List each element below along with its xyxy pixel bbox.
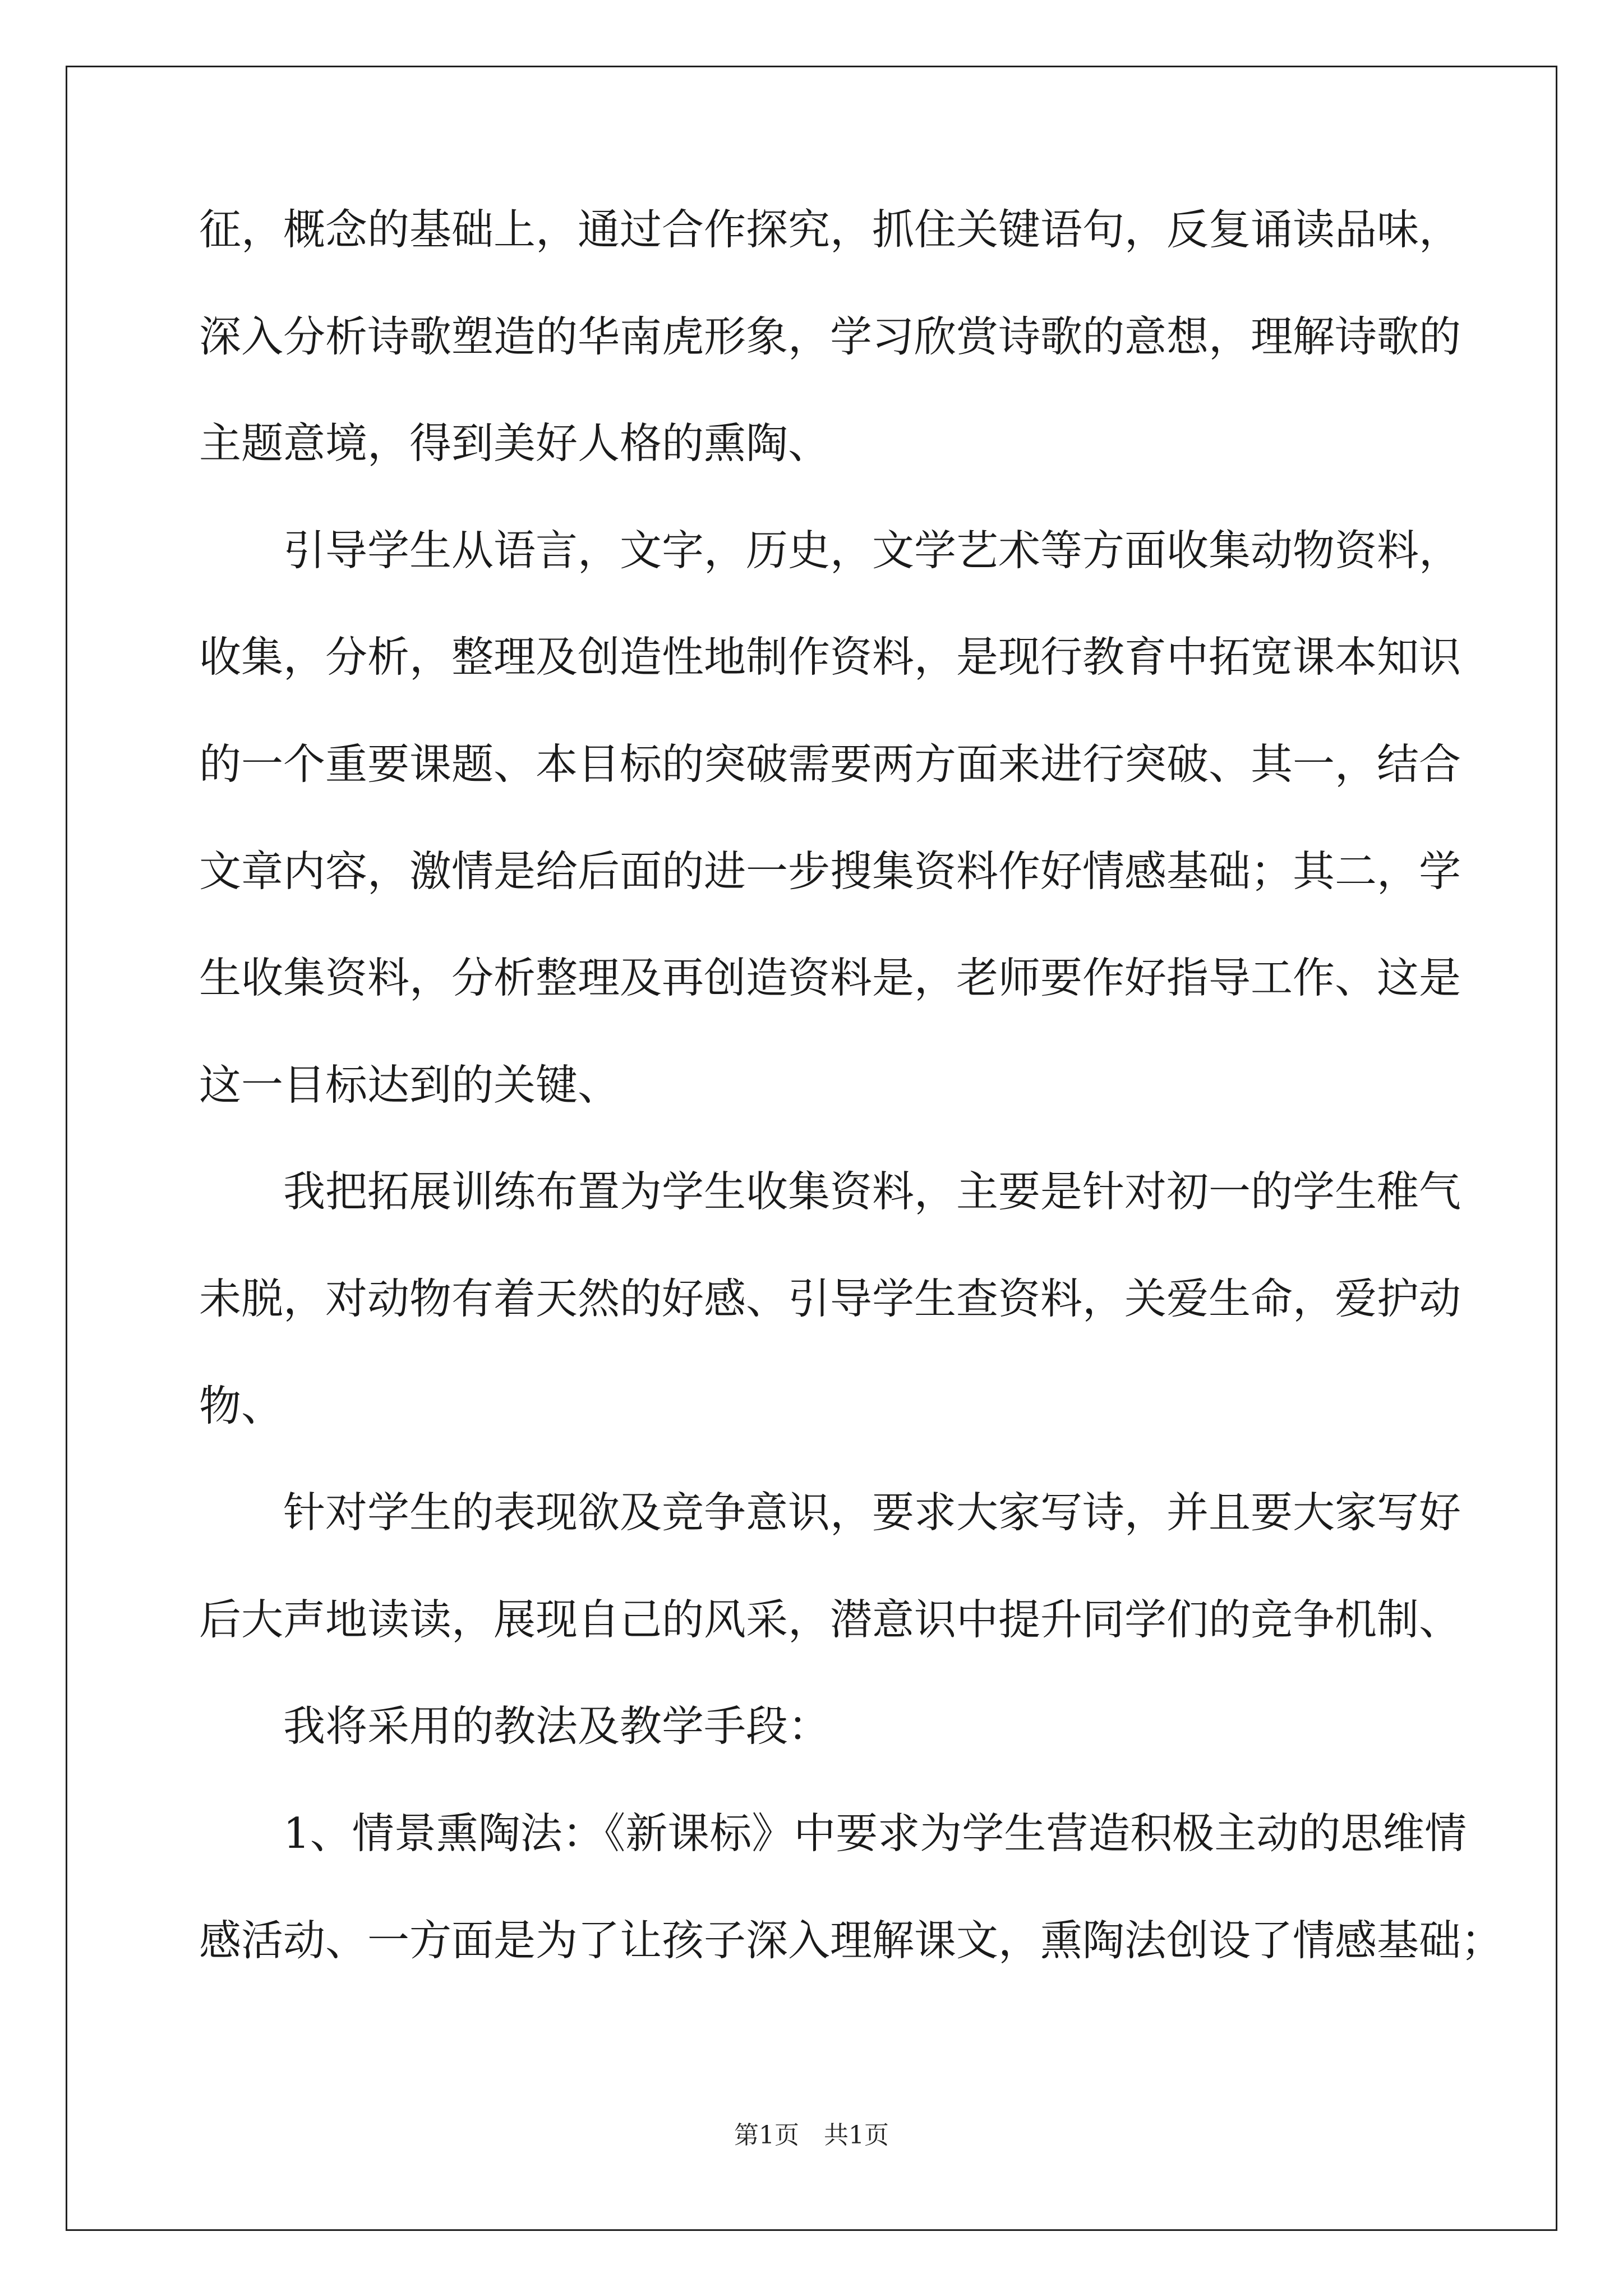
text-line: 文章内容，激情是给后面的进一步搜集资料作好情感基础；其二，学 (199, 846, 1461, 896)
text-line: 这一目标达到的关键、 (199, 1060, 620, 1110)
text-line: 主题意境，得到美好人格的熏陶、 (199, 418, 831, 468)
text-line: 深入分析诗歌塑造的华南虎形象，学习欣赏诗歌的意想，理解诗歌的 (199, 311, 1461, 361)
paragraph-first-line: 引导学生从语言，文字，历史，文学艺术等方面收集动物资料， (283, 525, 1461, 575)
paragraph-first-line: 我把拓展训练布置为学生收集资料，主要是针对初一的学生稚气 (283, 1167, 1461, 1217)
paragraph-first-line: 针对学生的表现欲及竞争意识，要求大家写诗，并且要大家写好 (283, 1488, 1461, 1538)
text-line: 物、 (199, 1381, 284, 1430)
text-line: 生收集资料，分析整理及再创造资料是，老师要作好指导工作、这是 (199, 953, 1461, 1003)
text-line: 的一个重要课题、本目标的突破需要两方面来进行突破、其一，结合 (199, 739, 1461, 789)
text-line: 感活动、一方面是为了让孩子深入理解课文，熏陶法创设了情感基础； (199, 1915, 1504, 1965)
page-number-footer: 第1页 共1页 (734, 2121, 889, 2150)
document-body (199, 205, 1504, 2026)
text-line: 后大声地读读，展现自己的风采，潜意识中提升同学们的竞争机制、 (199, 1594, 1461, 1644)
text-line: 未脱，对动物有着天然的好感、引导学生查资料，关爱生命，爱护动 (199, 1273, 1461, 1323)
paragraph-first-line: 我将采用的教法及教学手段： (283, 1701, 831, 1751)
paragraph-first-line: 1、情景熏陶法：《新课标》中要求为学生营造积极主动的思维情 (283, 1808, 1467, 1858)
text-line: 收集，分析，整理及创造性地制作资料，是现行教育中拓宽课本知识 (199, 632, 1461, 682)
text-line: 征，概念的基础上，通过合作探究，抓住关键语句，反复诵读品味， (199, 205, 1461, 254)
